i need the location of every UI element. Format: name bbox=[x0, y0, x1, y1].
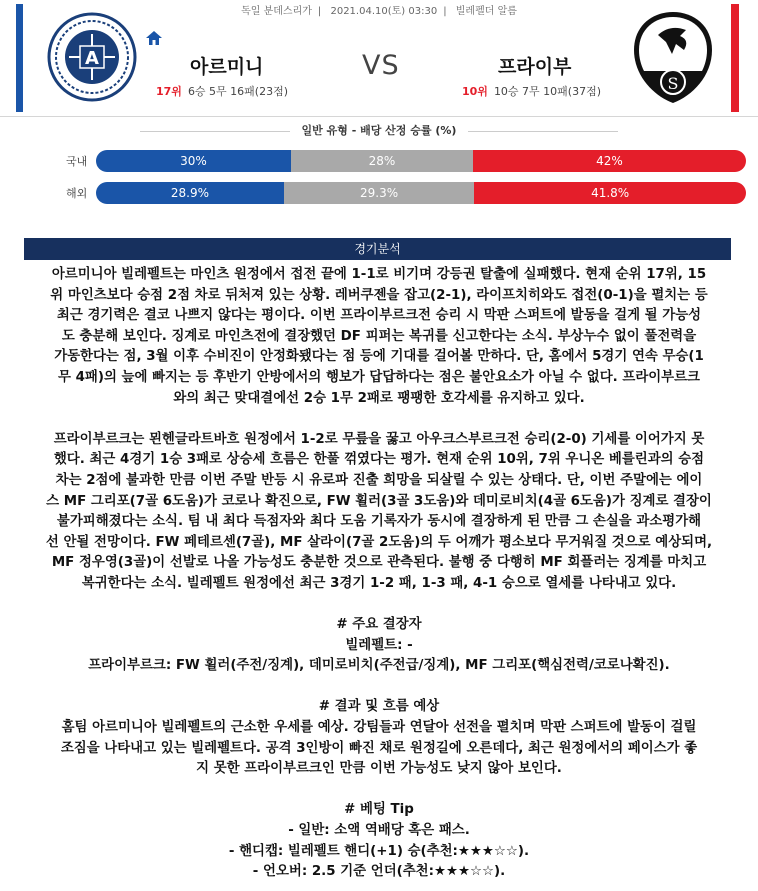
analysis-body bbox=[14, 265, 744, 883]
away-win-segment: 41.8% bbox=[474, 182, 746, 204]
analysis-line: 차는 2점에 불과한 만큼 이번 주말 반등 시 유로파 진출 희망을 되살릴 수 있는 상태다. 단, 이번 주말에는 에이 bbox=[55, 472, 703, 488]
away-rank: 10위 bbox=[462, 85, 488, 98]
away-record: 10승 7무 10패(37점) bbox=[493, 85, 602, 98]
odds-row-label: 해외 bbox=[66, 187, 88, 200]
analysis-line: 불가피해졌다는 소식. 팀 내 최다 득점자와 최다 도움 기록자가 동시에 결장하게 된 만큼 그 손실을 과소평가해 bbox=[56, 514, 702, 530]
header-divider bbox=[0, 116, 758, 117]
analysis-line: 무 4패)의 늪에 빠지는 등 후반기 안방에서의 행보가 답답하다는 점은 불안요소가 아닐 수 없다. 프라이부르크 bbox=[57, 369, 700, 385]
analysis-line: # 결과 및 흐름 예상 bbox=[318, 699, 440, 715]
analysis-line: 위 마인츠보다 승점 2점 차로 뒤처져 있는 상황. 레버쿠젠을 잡고(2-1), 라이프치히와도 접전(0-1)을 펼치는 등 bbox=[50, 287, 708, 303]
analysis-line: 조짐을 나타내고 있는 빌레펠트다. 공격 3인방이 빠진 채로 원정길에 오른데다, 최근 원정에서의 페이스가 좋 bbox=[60, 740, 698, 756]
match-meta: 독일 분데스리가 | 2021.04.10(토) 03:30 | 빌레펠더 알름 bbox=[241, 6, 517, 17]
venue-label: 빌레펠더 알름 bbox=[455, 6, 517, 17]
analysis-line: 빌레펠트: - bbox=[345, 637, 413, 653]
away-standing bbox=[462, 83, 601, 99]
paragraph-gap bbox=[14, 780, 744, 801]
home-win-segment: 30% bbox=[96, 150, 291, 172]
analysis-line: 가동한다는 점, 3월 이후 수비진이 안정화됐다는 점 등에 기대를 걸어볼 만하다. 단, 홈에서 5경기 연속 무승(1 bbox=[54, 349, 704, 365]
analysis-line: # 베팅 Tip bbox=[344, 802, 414, 818]
analysis-line: 지 못한 프라이부르크인 만큼 이번 가능성도 낮지 않아 보인다. bbox=[196, 761, 562, 777]
analysis-line: MF 정우영(3골)이 선발로 나올 가능성도 충분한 것으로 관측된다. 불행 중 다행히 MF 회플러는 징계를 마치고 bbox=[51, 555, 707, 571]
analysis-line: 최근 경기력은 결코 나쁘지 않다는 평이다. 이번 프라이부르크전 승리 시 막판 스퍼트에 발동을 걸게 될 가능성 bbox=[56, 308, 702, 324]
odds-bar bbox=[96, 182, 746, 204]
analysis-line: 프라이부르크: FW 횔러(주전/징계), 데미로비치(주전급/징계), MF 그리포(핵심전력/코로나확진). bbox=[88, 658, 670, 674]
svg-text:S: S bbox=[667, 74, 679, 93]
home-team-logo bbox=[47, 12, 137, 102]
odds-row-overseas bbox=[66, 182, 746, 204]
odds-row-label: 국내 bbox=[66, 155, 88, 168]
analysis-line: 했다. 최근 4경기 1승 3패로 상승세 흐름은 한풀 꺾였다는 평가. 현재 순위 10위, 7위 우니온 베를린과의 승점 bbox=[53, 452, 705, 468]
analysis-line: 스 MF 그리포(7골 6도움)가 코로나 확진으로, FW 횔러(3골 3도움)와 데미로비치(4골 6도움)가 징계로 결장이 bbox=[46, 493, 712, 509]
away-team-name: 프라이부 bbox=[498, 56, 572, 78]
home-color-bar bbox=[16, 4, 23, 112]
match-datetime: 2021.04.10(토) 03:30 bbox=[330, 6, 438, 17]
draw-segment: 28% bbox=[291, 150, 473, 172]
analysis-line: - 일반: 소액 역배당 혹은 패스. bbox=[288, 823, 470, 839]
league-label: 독일 분데스리가 bbox=[241, 6, 312, 17]
analysis-line: 도 충분해 보인다. 징계로 마인츠전에 결장했던 DF 피퍼는 복귀를 신고한다는 소식. 부상누수 없이 풀전력을 bbox=[61, 328, 697, 344]
home-icon[interactable] bbox=[146, 31, 162, 45]
analysis-line: 아르미니아 빌레펠트는 마인츠 원정에서 접전 끝에 1-1로 비기며 강등권 탈출에 실패했다. 현재 순위 17위, 15 bbox=[51, 267, 707, 282]
away-team-logo bbox=[632, 10, 714, 105]
away-color-bar bbox=[731, 4, 739, 112]
analysis-line: 와의 최근 맞대결에선 2승 1무 2패로 팽팽한 호각세를 유지하고 있다. bbox=[173, 390, 585, 406]
paragraph-gap bbox=[14, 409, 744, 430]
draw-segment: 29.3% bbox=[284, 182, 474, 204]
svg-text:A: A bbox=[85, 48, 99, 69]
odds-bar bbox=[96, 150, 746, 172]
analysis-line: - 언오버: 2.5 기준 언더(추천:★★★☆☆). bbox=[252, 864, 506, 880]
analysis-line: # 주요 결장자 bbox=[336, 617, 422, 633]
odds-section-title: 일반 유형 - 배당 산정 승률 (%) bbox=[0, 122, 758, 138]
home-record: 6승 5무 16패(23점) bbox=[187, 85, 289, 98]
analysis-line: 홈팀 아르미니아 빌레펠트의 근소한 우세를 예상. 강팀들과 연달아 선전을 펼치며 막판 스퍼트에 발동이 걸릴 bbox=[61, 720, 697, 736]
away-win-segment: 42% bbox=[473, 150, 746, 172]
home-team-name: 아르미니 bbox=[190, 56, 264, 78]
home-standing bbox=[156, 83, 288, 99]
analysis-line: - 핸디캡: 빌레펠트 핸디(+1) 승(추천:★★★☆☆). bbox=[228, 843, 530, 859]
analysis-line: 복귀한다는 소식. 빌레펠트 원정에선 최근 3경기 1-2 패, 1-3 패, 4-1 승으로 열세를 나타내고 있다. bbox=[81, 575, 677, 591]
analysis-line: 선 안될 전망이다. FW 페테르센(7골), MF 살라이(7골 2도움)의 두 어깨가 평소보다 무거워질 것으로 예상되며, bbox=[45, 534, 713, 550]
paragraph-gap bbox=[14, 677, 744, 698]
analysis-header: 경기분석 bbox=[24, 238, 731, 260]
home-rank: 17위 bbox=[156, 85, 182, 98]
analysis-line: 프라이부르크는 묀헨글라트바흐 원정에서 1-2로 무릎을 꿇고 아우크스부르크전 승리(2-0) 기세를 이어가지 못 bbox=[53, 431, 705, 447]
versus-label: VS bbox=[362, 50, 400, 81]
odds-row-domestic bbox=[66, 150, 746, 172]
home-win-segment: 28.9% bbox=[96, 182, 284, 204]
paragraph-gap bbox=[14, 595, 744, 616]
